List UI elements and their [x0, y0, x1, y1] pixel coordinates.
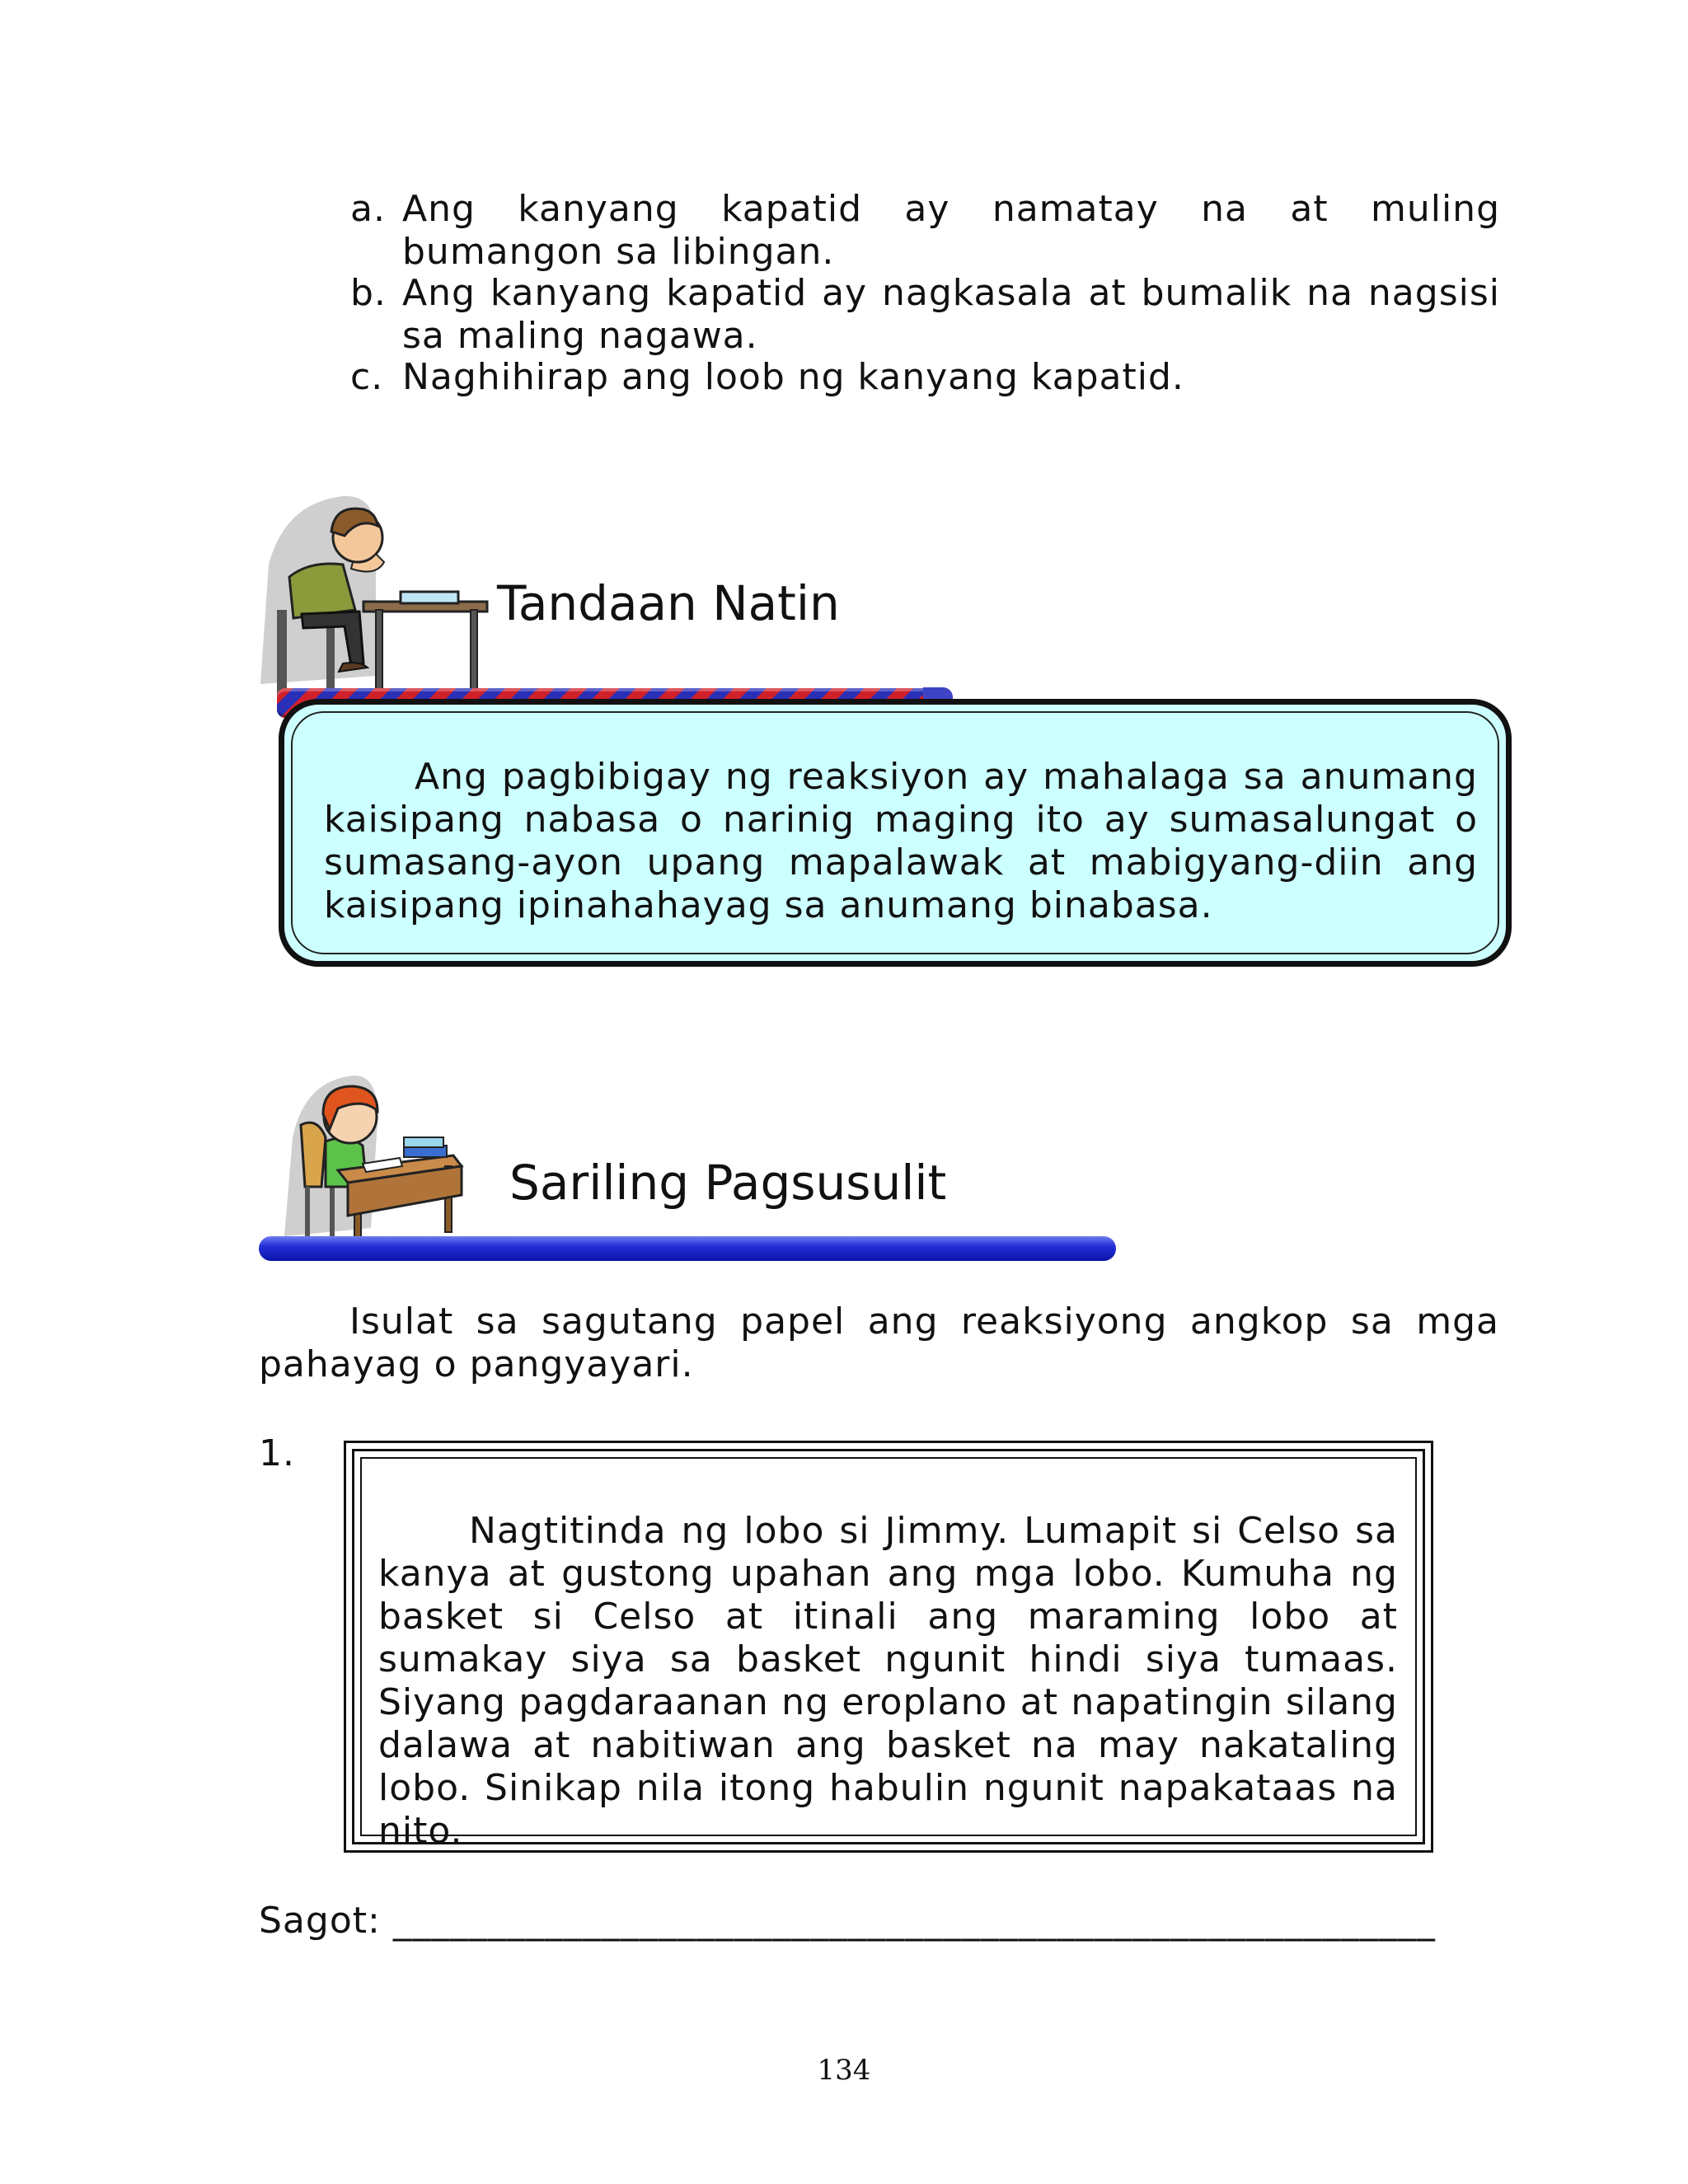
choice-text: Ang kanyang kapatid ay nagkasala at bumalik na nagsisi sa maling nagawa.: [402, 272, 1500, 357]
choice-c: [350, 356, 1500, 399]
thinking-boy-illustration: [252, 486, 491, 709]
remember-box: [279, 699, 1512, 967]
remember-text: [324, 756, 1478, 927]
story-body: Nagtitinda ng lobo si Jimmy. Lumapit si Celso sa kanya at gustong upahan ang mga lobo. Kumuha ng basket si Celso at itinali ang maraming lobo at sumakay siya sa basket ngunit hindi siya tumaas. Siyang pagdaraanan ng eroplano at napatingin silang dalawa at nabitiwan ang basket na may nakataling lobo. Sinikap nila itong habulin ngunit napakataas na nito.: [378, 1510, 1398, 1852]
blue-divider-bar: [259, 1236, 1116, 1261]
sariling-pagsusulit-title: Sariling Pagsusulit: [509, 1155, 947, 1211]
instructions-text: Isulat sa sagutang papel ang reaksiyong angkop sa mga pahayag o pangyayari.: [259, 1301, 1499, 1385]
studying-girl-illustration: [280, 1063, 470, 1261]
choice-a: [350, 188, 1500, 274]
choice-letter: a.: [350, 188, 386, 230]
choice-b: [350, 272, 1500, 358]
tandaan-natin-title: Tandaan Natin: [497, 575, 840, 631]
choice-text: Ang kanyang kapatid ay namatay na at muling bumangon sa libingan.: [402, 188, 1500, 273]
answer-row: [259, 1900, 1436, 1943]
story-text: [378, 1510, 1398, 1853]
choice-text: Naghihirap ang loob ng kanyang kapatid.: [402, 356, 1184, 398]
answer-label: Sagot:: [259, 1900, 381, 1942]
instructions: [259, 1301, 1499, 1386]
item-number: 1.: [259, 1432, 295, 1474]
answer-line[interactable]: _______________________________________________________: [392, 1900, 1436, 1942]
page-number: 134: [817, 2054, 871, 2087]
choice-letter: c.: [350, 356, 384, 398]
choice-letter: b.: [350, 272, 387, 314]
remember-text-body: Ang pagbibigay ng reaksiyon ay mahalaga sa anumang kaisipang nabasa o narinig maging ito ay sumasalungat o sumasang-ayon upang mapalawak at mabigyang-diin ang kaisipang ipinahahayag sa anumang binabasa.: [324, 756, 1478, 926]
